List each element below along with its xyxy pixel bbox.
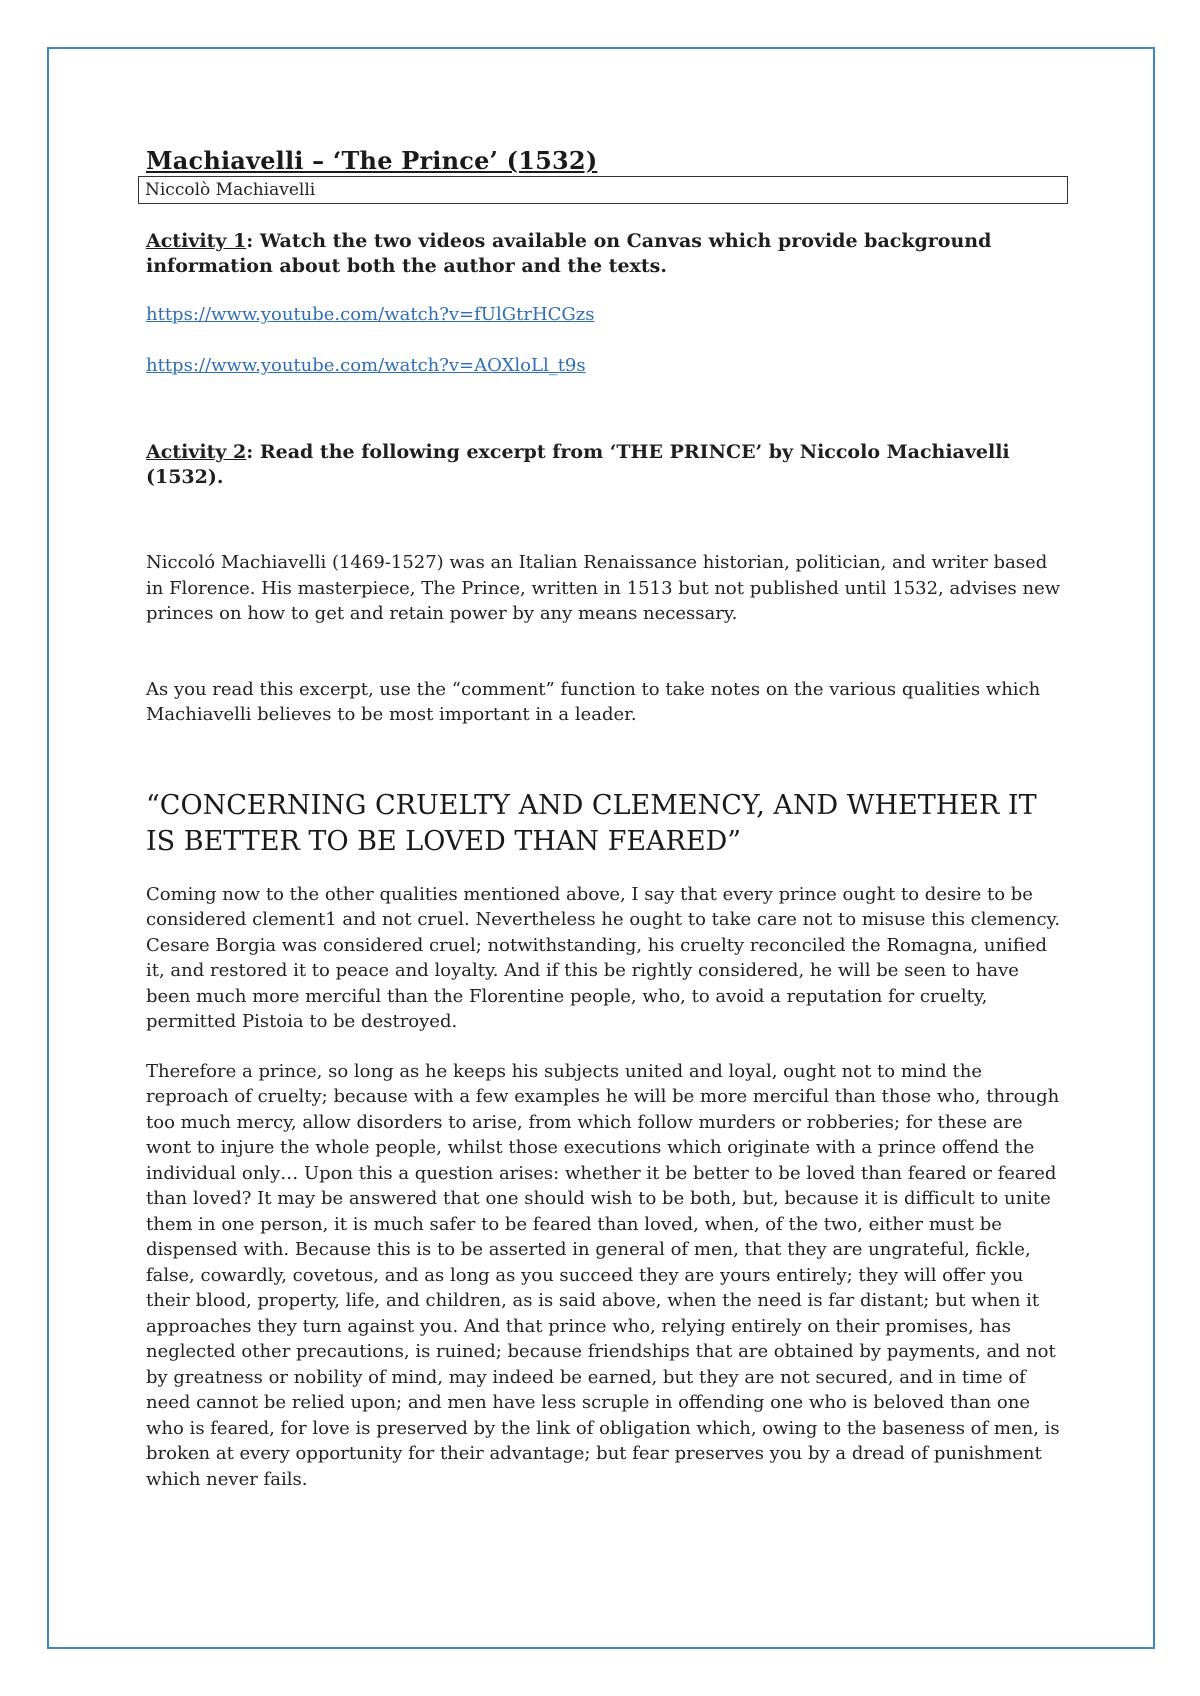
activity-2 [146,440,1068,490]
activity-2-label: Activity 2 [146,441,247,463]
chapter-heading: “CONCERNING CRUELTY AND CLEMENCY, AND WHETHER IT IS BETTER TO BE LOVED THAN FEARED” [146,789,1037,857]
instruction-paragraph: As you read this excerpt, use the “comment” function to take notes on the various qualities which Machiavelli believes to be most important in a leader. [146,678,1041,725]
intro-paragraph: Niccoló Machiavelli (1469-1527) was an Italian Renaissance historian, politician, and writer based in Florence. His masterpiece, The Prince, written in 1513 but not published until 1532, advises new princes on how to get and retain power by any means necessary. [146,552,1061,624]
video-link-1[interactable]: https://www.youtube.com/watch?v=fUlGtrHCGzs [146,304,595,325]
excerpt-paragraph-1: Coming now to the other qualities mentioned above, I say that every prince ought to desire to be considered clement1 and not cruel. Nevertheless he ought to take care not to misuse this clemency. Cesare Borgia was considered cruel; notwithstanding, his cruelty reconciled the Romagna, unified it, and restored it to peace and loyalty. And if this be rightly considered, he will be seen to have been much more merciful than the Florentine people, who, to avoid a reputation for cruelty, permitted Pistoia to be destroyed. [146,883,1061,1033]
excerpt-paragraph-2: Therefore a prince, so long as he keeps his subjects united and loyal, ought not to mind the reproach of cruelty; because with a few examples he will be more merciful than those who, through too much mercy, allow disorders to arise, from which follow murders or robberies; for these are wont to injure the whole people, whilst those executions which originate with a prince offend the individual only… Upon this a question arises: whether it be better to be loved than feared or feared than loved? It may be answered that one should wish to be both, but, because it is difficult to unite them in one person, it is much safer to be feared than loved, when, of the two, either must be dispensed with. Because this is to be asserted in general of men, that they are ungrateful, fickle, false, cowardly, covetous, and as long as you succeed they are yours entirely; they will offer you their blood, property, life, and children, as is said above, when the need is far distant; but when it approaches they turn against you. And that prince who, relying entirely on their promises, has neglected other precautions, is ruined; because friendships that are obtained by payments, and not by greatness or nobility of mind, may indeed be earned, but they are not secured, and in time of need cannot be relied upon; and men have less scruple in offending one who is beloved than one who is feared, for love is preserved by the link of obligation which, owing to the baseness of men, is broken at every opportunity for their advantage; but fear preserves you by a dread of punishment which never fails. [146,1060,1060,1490]
author-field[interactable]: Niccolò Machiavelli [138,176,1068,204]
activity-1-text: : Watch the two videos available on Canvas which provide background information about both the author and the texts. [146,230,992,277]
activity-2-text: : Read the following excerpt from ‘THE PRINCE’ by Niccolo Machiavelli (1532). [146,441,1010,488]
document-body [146,146,1068,1492]
activity-1 [146,229,1068,279]
document-title: Machiavelli – ‘The Prince’ (1532) [146,146,598,175]
activity-1-label: Activity 1 [146,230,247,252]
video-link-2[interactable]: https://www.youtube.com/watch?v=AOXloLl_t9s [146,355,586,376]
